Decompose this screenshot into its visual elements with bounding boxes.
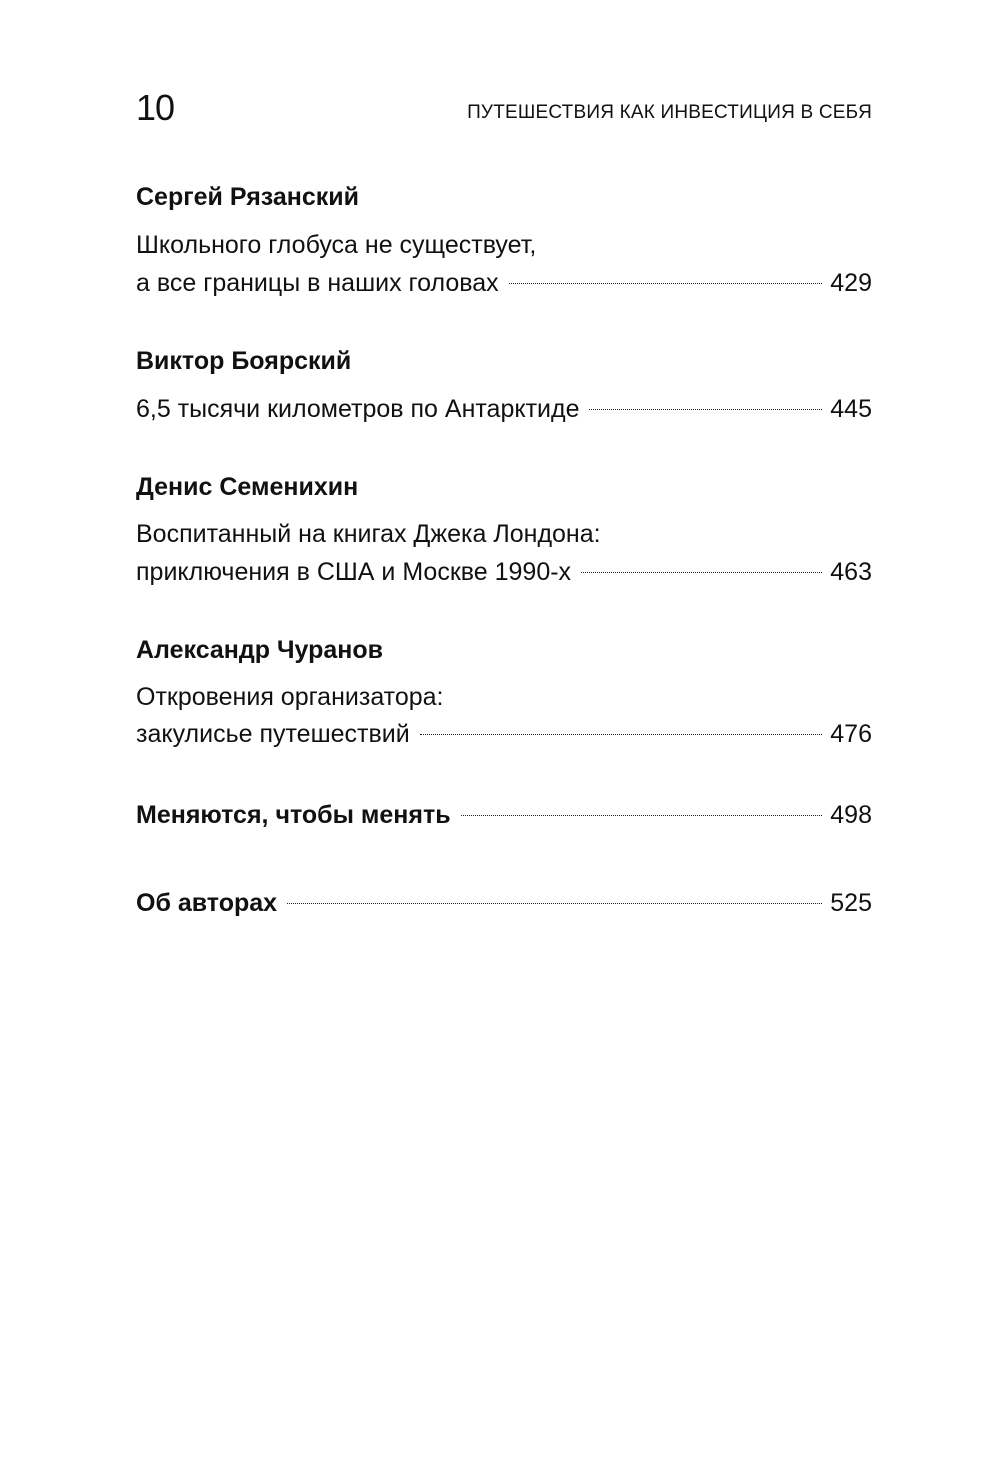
dot-leader bbox=[509, 282, 823, 284]
page-header bbox=[136, 88, 872, 128]
toc-page-number: 463 bbox=[830, 558, 872, 586]
toc-author: Сергей Рязанский bbox=[136, 183, 360, 211]
dot-leader bbox=[461, 814, 823, 816]
toc-entry bbox=[136, 718, 872, 750]
toc-page-number: 498 bbox=[830, 801, 872, 829]
dot-leader bbox=[420, 733, 823, 735]
toc-entry bbox=[136, 799, 872, 831]
toc-title-line: Школьного глобуса не существует, bbox=[136, 231, 537, 259]
toc-page-number: 525 bbox=[830, 889, 872, 917]
toc-title-line: Откровения организатора: bbox=[136, 683, 444, 711]
toc-title-line: приключения в США и Москве 1990-х bbox=[136, 558, 572, 586]
toc-title-line: Меняются, чтобы менять bbox=[136, 801, 451, 829]
toc-entry bbox=[136, 393, 872, 425]
toc-title-line: а все границы в наших головах bbox=[136, 269, 499, 297]
toc-author: Денис Семенихин bbox=[136, 473, 359, 501]
toc-page-number: 445 bbox=[830, 395, 872, 423]
dot-leader bbox=[589, 408, 822, 410]
dot-leader bbox=[581, 571, 822, 573]
toc-page-number: 429 bbox=[830, 269, 872, 297]
toc-entry bbox=[136, 887, 872, 919]
toc-entry bbox=[136, 267, 872, 299]
toc-author: Виктор Боярский bbox=[136, 347, 352, 375]
running-title: ПУТЕШЕСТВИЯ КАК ИНВЕСТИЦИЯ В СЕБЯ bbox=[467, 102, 872, 123]
toc-title-line: Об авторах bbox=[136, 889, 278, 917]
toc-title-line: закулисье путешествий bbox=[136, 720, 410, 748]
toc-author: Александр Чуранов bbox=[136, 636, 384, 664]
dot-leader bbox=[287, 902, 822, 904]
toc-entry bbox=[136, 556, 872, 588]
toc-title-line: Воспитанный на книгах Джека Лондона: bbox=[136, 520, 601, 548]
page-number: 10 bbox=[136, 87, 175, 128]
toc-title-line: 6,5 тысячи километров по Антарктиде bbox=[136, 395, 580, 423]
toc-page-number: 476 bbox=[830, 720, 872, 748]
